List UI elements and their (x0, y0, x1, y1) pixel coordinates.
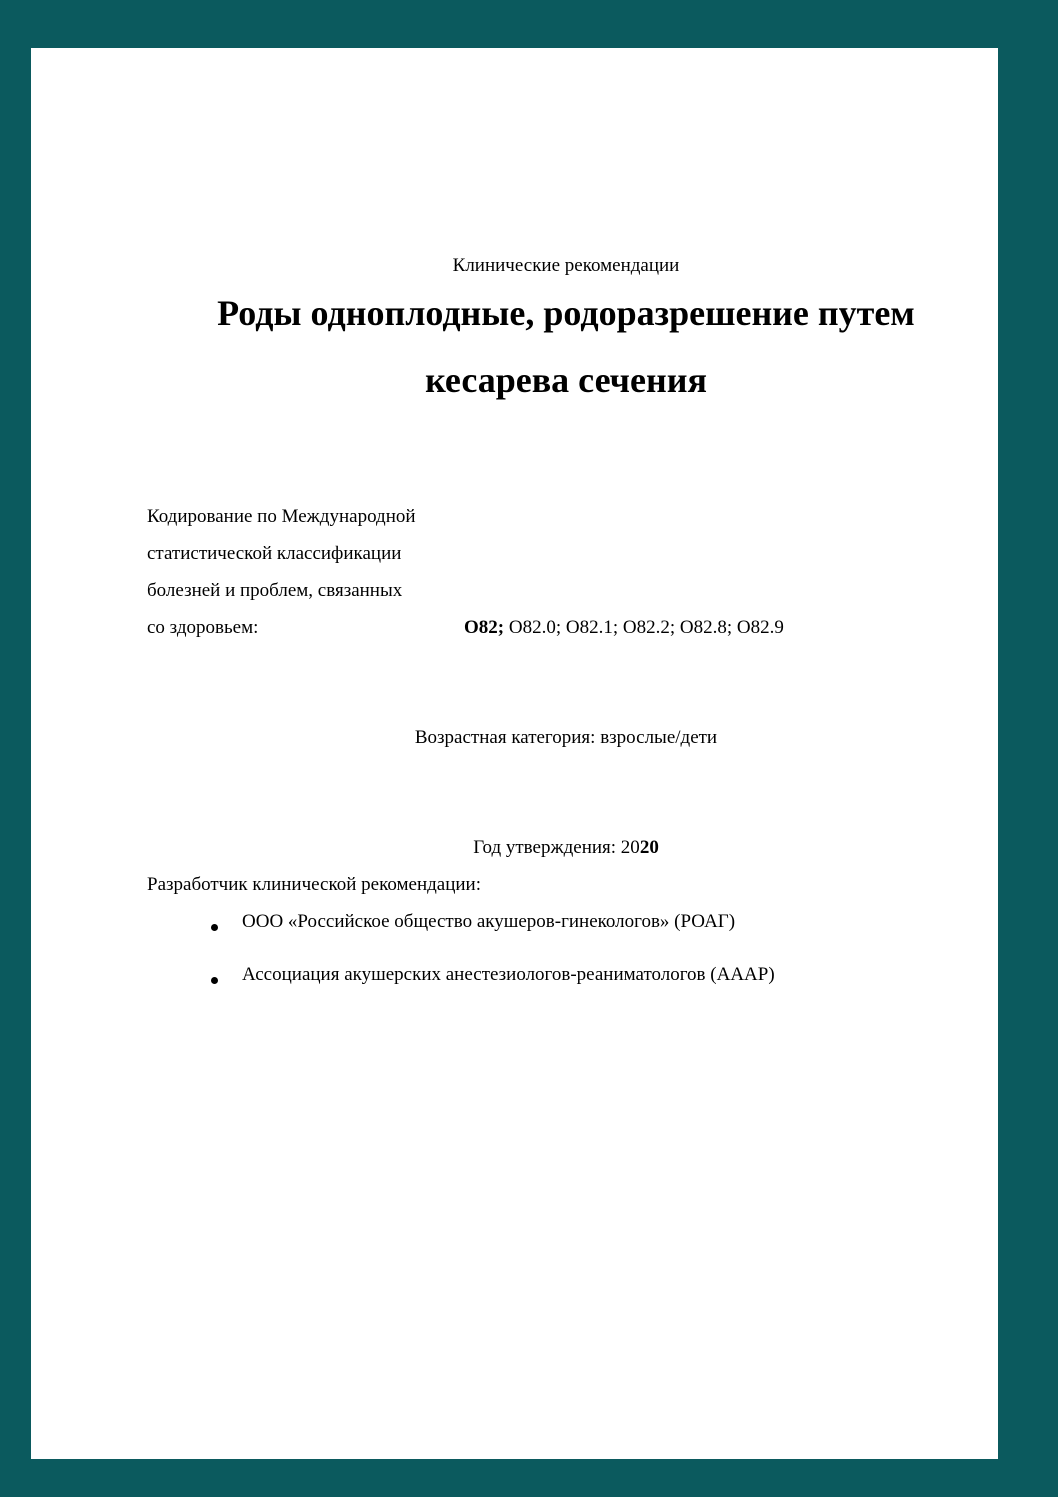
icd-label-line-1: Кодирование по Международной (147, 506, 416, 527)
icd-label-line-2: статистической классификации (147, 543, 402, 564)
bullet-icon (211, 977, 218, 984)
developer-label: Разработчик клинической рекомендации: (147, 874, 482, 895)
icd-primary-code: O82; (464, 617, 505, 638)
approval-year-label: Год утверждения: 20 (473, 837, 640, 858)
developer-item-aaar: Ассоциация акушерских анестезиологов-реаниматологов (АААР) (242, 964, 775, 985)
icd-codes (464, 616, 784, 640)
icd-label-line-3: болезней и проблем, связанных (147, 580, 403, 601)
document-type-label: Клинические рекомендации (452, 255, 680, 276)
icd-other-codes: O82.0; O82.1; O82.2; O82.8; O82.9 (504, 617, 784, 638)
approval-year (0, 836, 1058, 860)
bullet-icon (211, 924, 218, 931)
document-title-line-2: кесарева сечения (425, 360, 707, 400)
approval-year-bold: 20 (639, 837, 659, 858)
developer-item-roag: ООО «Российское общество акушеров-гинекологов» (РОАГ) (242, 911, 736, 932)
document-title-line-1: Роды одноплодные, родоразрешение путем (217, 293, 915, 333)
icd-label-line-4: со здоровьем: (147, 617, 259, 638)
age-category: Возрастная категория: взрослые/дети (414, 727, 718, 748)
